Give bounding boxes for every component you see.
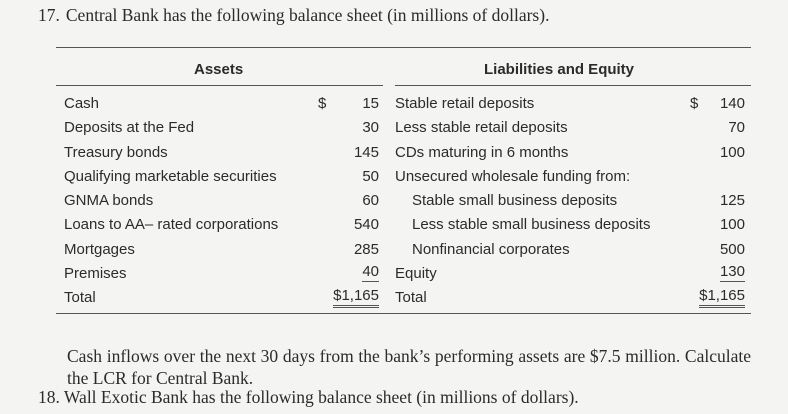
asset-label: Loans to AA– rated corporations: [64, 216, 279, 234]
table-bottom-rule: [56, 313, 751, 314]
question-text: Cash inflows over the next 30 days from the bank’s performing assets are $7.5 million. Calculate the LCR for Central Bank.: [67, 346, 751, 388]
liability-label: Stable small business deposits: [412, 192, 618, 210]
problem-heading: [38, 4, 549, 26]
liability-value: 100: [719, 143, 745, 161]
asset-value: 30: [362, 119, 379, 137]
problem-heading-text: Central Bank has the following balance sheet (in millions of dollars).: [65, 5, 550, 25]
liability-label: CDs maturing in 6 months: [395, 143, 569, 161]
table-row: [0, 213, 788, 237]
next-problem-fragment: [38, 387, 579, 407]
table-top-rule: [56, 47, 751, 48]
liability-total-label: Total: [395, 289, 427, 307]
table-row: [0, 165, 788, 189]
liability-value: 70: [728, 119, 745, 137]
asset-label: Mortgages: [64, 240, 135, 258]
liability-dollar-sign: $: [690, 95, 699, 112]
asset-value: 540: [353, 216, 379, 234]
liabilities-column-header: Liabilities and Equity: [484, 61, 635, 78]
asset-value: 15: [362, 95, 379, 112]
asset-label: Premises: [64, 265, 127, 283]
asset-total-value: $1,165: [333, 286, 379, 308]
table-row: [0, 238, 788, 262]
table-row: [0, 141, 788, 165]
liability-label: Unsecured wholesale funding from:: [395, 167, 631, 185]
asset-dollar-sign: $: [318, 95, 327, 112]
asset-value: 40: [362, 263, 379, 281]
asset-label: Deposits at the Fed: [64, 119, 195, 137]
liability-label: Less stable small business deposits: [412, 216, 651, 234]
asset-label: Cash: [64, 95, 100, 112]
table-row: [0, 189, 788, 213]
table-row: [0, 92, 788, 116]
liability-value: 125: [719, 192, 745, 210]
liability-total-value: $1,165: [699, 286, 745, 308]
asset-value: 145: [353, 143, 379, 161]
asset-label: Treasury bonds: [64, 143, 168, 161]
liability-label: Less stable retail deposits: [395, 119, 568, 137]
table-row-total: [0, 286, 788, 310]
liability-value: 100: [719, 216, 745, 234]
liability-value: 140: [719, 95, 745, 112]
assets-header-rule: [56, 85, 383, 86]
liability-label: Stable retail deposits: [395, 95, 535, 112]
table-row: [0, 262, 788, 286]
balance-sheet-rows: [0, 92, 788, 311]
liability-value: 500: [719, 240, 745, 258]
asset-label: Qualifying marketable securities: [64, 167, 277, 185]
asset-value: 285: [353, 240, 379, 258]
liability-label: Nonfinancial corporates: [412, 240, 570, 258]
assets-column-header: Assets: [194, 61, 244, 78]
asset-total-label: Total: [64, 289, 96, 307]
liability-value: 130: [719, 263, 745, 281]
asset-label: GNMA bonds: [64, 192, 154, 210]
asset-value: 50: [362, 167, 379, 185]
liabilities-header-rule: [395, 85, 751, 86]
table-row: [0, 116, 788, 140]
asset-value: 60: [362, 192, 379, 210]
next-problem-text: 18. Wall Exotic Bank has the following balance sheet (in millions of dollars).: [38, 387, 579, 407]
problem-number: 17.: [38, 5, 60, 25]
liability-label: Equity: [395, 265, 437, 283]
